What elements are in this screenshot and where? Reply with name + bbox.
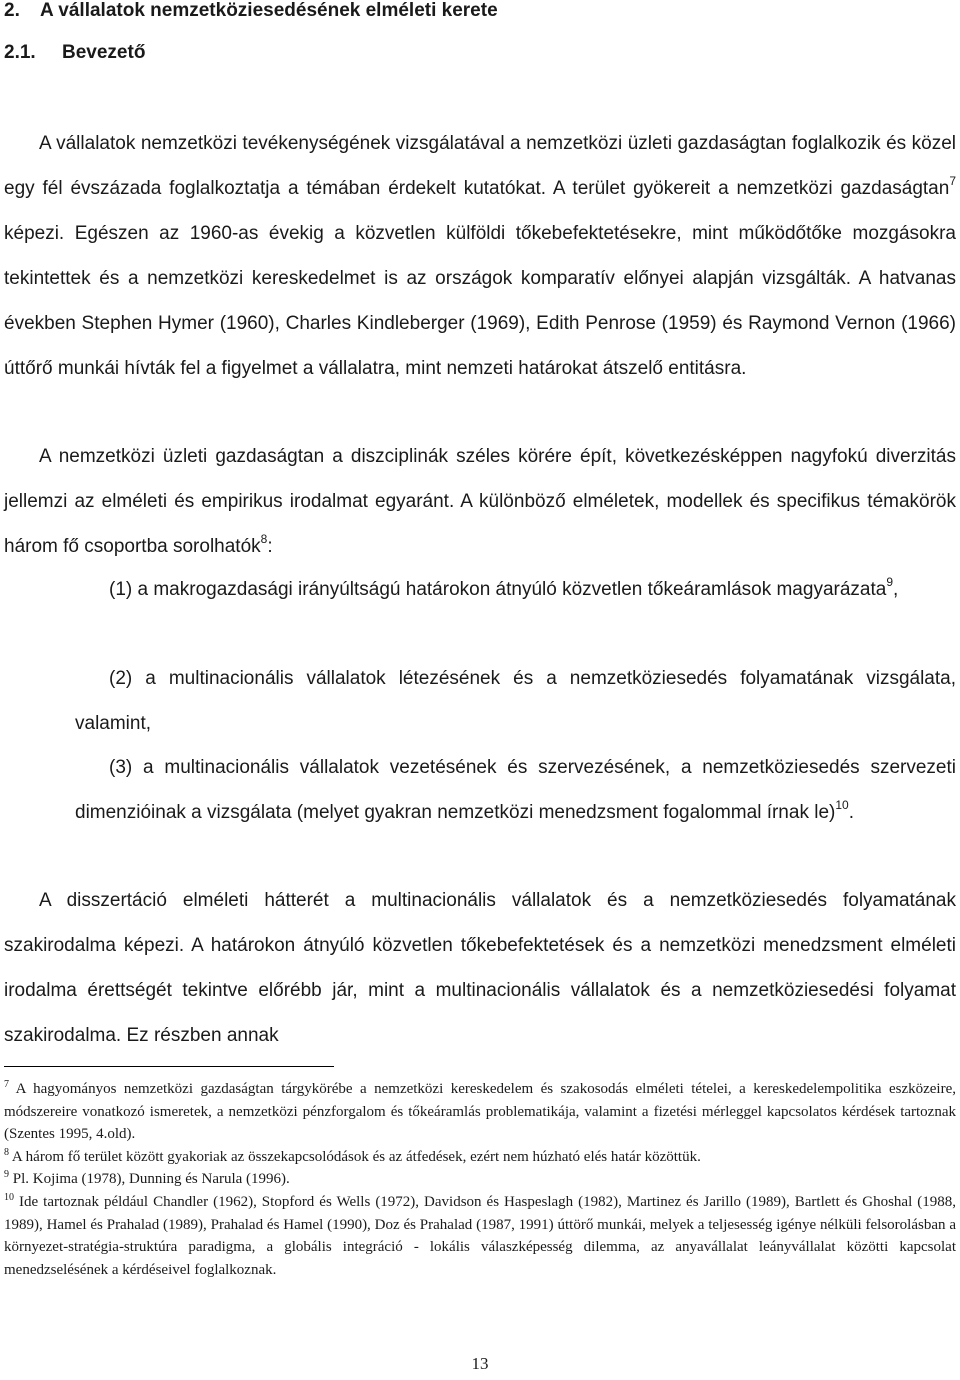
page-number: 13	[471, 1354, 489, 1373]
footnote-text: Pl. Kojima (1978), Dunning és Narula (1996).	[9, 1171, 290, 1187]
footnote-ref-7[interactable]: 7	[949, 174, 956, 188]
chapter-title: A vállalatok nemzetköziesedésének elméleti kerete	[40, 0, 498, 21]
list-item-1-tail: ,	[893, 579, 899, 600]
footnote-9	[4, 1168, 956, 1191]
paragraph2-text-b: :	[267, 536, 273, 557]
footnote-ref-10[interactable]: 10	[835, 798, 849, 812]
chapter-heading	[4, 0, 498, 22]
footnote-number: 9	[4, 1169, 9, 1180]
paragraph1-text-b: képezi. Egészen az 1960-as évekig a közvetlen külföldi tőkebefektetésekre, mint működőtőke mozgásokra tekintettek és a nemzetközi kereskedelmet is az országok komparatív előnyei alapján vizsgálták. A hatvanas években Stephen Hymer (1960), Charles Kindleberger (1969), Edith Penrose (1959) és Raymond Vernon (1966) úttőrő munkái hívták fel a figyelmet a vállalatra, mint nemzeti határokat átszelő entitásra.	[4, 223, 956, 379]
footnote-separator	[4, 1066, 334, 1067]
list-item-1-text: (1) a makrogazdasági irányúltságú határokon átnyúló közvetlen tőkeáramlások magyarázata	[109, 579, 887, 600]
section-title: Bevezető	[62, 42, 146, 63]
paragraph3-text: A disszertáció elméleti hátterét a multinacionális vállalatok és a nemzetköziesedés folyamatának szakirodalma képezi. A határokon átnyúló közvetlen tőkebefektetések és a nemzetközi menedzsment elméleti irodalma érettségét tekintve előrébb jár, mint a multinacionális vállalatok és a nemzetköziesedési folyamat szakirodalma. Ez részben annak	[4, 890, 956, 1046]
footnote-number: 10	[4, 1192, 14, 1203]
body-paragraph-1	[4, 121, 956, 391]
chapter-number: 2.	[4, 0, 20, 21]
list-item-2-text: (2) a multinacionális vállalatok létezésének és a nemzetköziesedés folyamatának vizsgálata, valamint,	[75, 668, 956, 734]
footnote-text: A hagyományos nemzetközi gazdaságtan tárgykörébe a nemzetközi kereskedelem és szakosodás elméleti tételei, a kereskedelempolitika eszközeire, módszereire vonatkozó ismeretek, a nemzetközi pénzforgalom és tőkeáramlás problematikája, valamint a fizetési mérleggel kapcsolatos kérdések tartoznak (Szentes 1995, 4.old).	[4, 1081, 956, 1142]
list-item	[75, 567, 956, 612]
list-item	[75, 656, 956, 746]
footnote-number: 8	[4, 1147, 9, 1158]
footnote-8	[4, 1146, 956, 1169]
footnote-ref-9[interactable]: 9	[886, 575, 893, 589]
section-number: 2.1.	[4, 42, 36, 63]
section-heading	[4, 42, 145, 64]
paragraph2-text-a: A nemzetközi üzleti gazdaságtan a diszciplinák széles körére épít, következésképpen nagyfokú diverzitás jellemzi az elméleti és empirikus irodalmat egyaránt. A különböző elméletek, modellek és specifikus témakörök három fő csoportba sorolhatók	[4, 446, 956, 557]
footnote-ref-8[interactable]: 8	[260, 532, 268, 546]
footnote-text: Ide tartoznak például Chandler (1962), Stopford és Wells (1972), Davidson és Haspeslagh (1982), Martinez és Jarillo (1989), Bartlett és Ghoshal (1988, 1989), Hamel és Prahalad (1989), Prahalad és Hamel (1990), Doz és Prahalad (1987, 1991) úttörő munkái, melyek a teljesesség igénye nélküli felsorolásban a környezet-stratégia-struktúra paradigma, a globális integráció - lokális válaszképesség dilemma, az anyavállalat leányvállalat közötti kapcsolat menedzselésének a kérdéseivel foglalkoznak.	[4, 1194, 956, 1278]
list-item	[75, 745, 956, 835]
footnote-10	[4, 1191, 956, 1281]
footnote-7	[4, 1078, 956, 1146]
footnote-number: 7	[4, 1079, 9, 1090]
paragraph1-text-a: A vállalatok nemzetközi tevékenységének vizsgálatával a nemzetközi üzleti gazdaságtan foglalkozik és közel egy fél évszázada foglalkoztatja a témában érdekelt kutatókat. A terület gyökereit a nemzetközi gazdaságtan	[4, 133, 956, 199]
list-item-3-tail: .	[848, 802, 854, 823]
footnote-text: A három fő terület között gyakoriak az összekapcsolódások és az átfedések, ezért nem húzható elés határ közöttük.	[9, 1149, 701, 1165]
list-item-3-text: (3) a multinacionális vállalatok vezetésének és szervezésének, a nemzetköziesedés szervezeti dimenzióinak a vizsgálata (melyet gyakran nemzetközi menedzsment fogalommal írnak le)	[75, 757, 956, 823]
body-paragraph-2	[4, 434, 956, 569]
body-paragraph-3	[4, 878, 956, 1058]
